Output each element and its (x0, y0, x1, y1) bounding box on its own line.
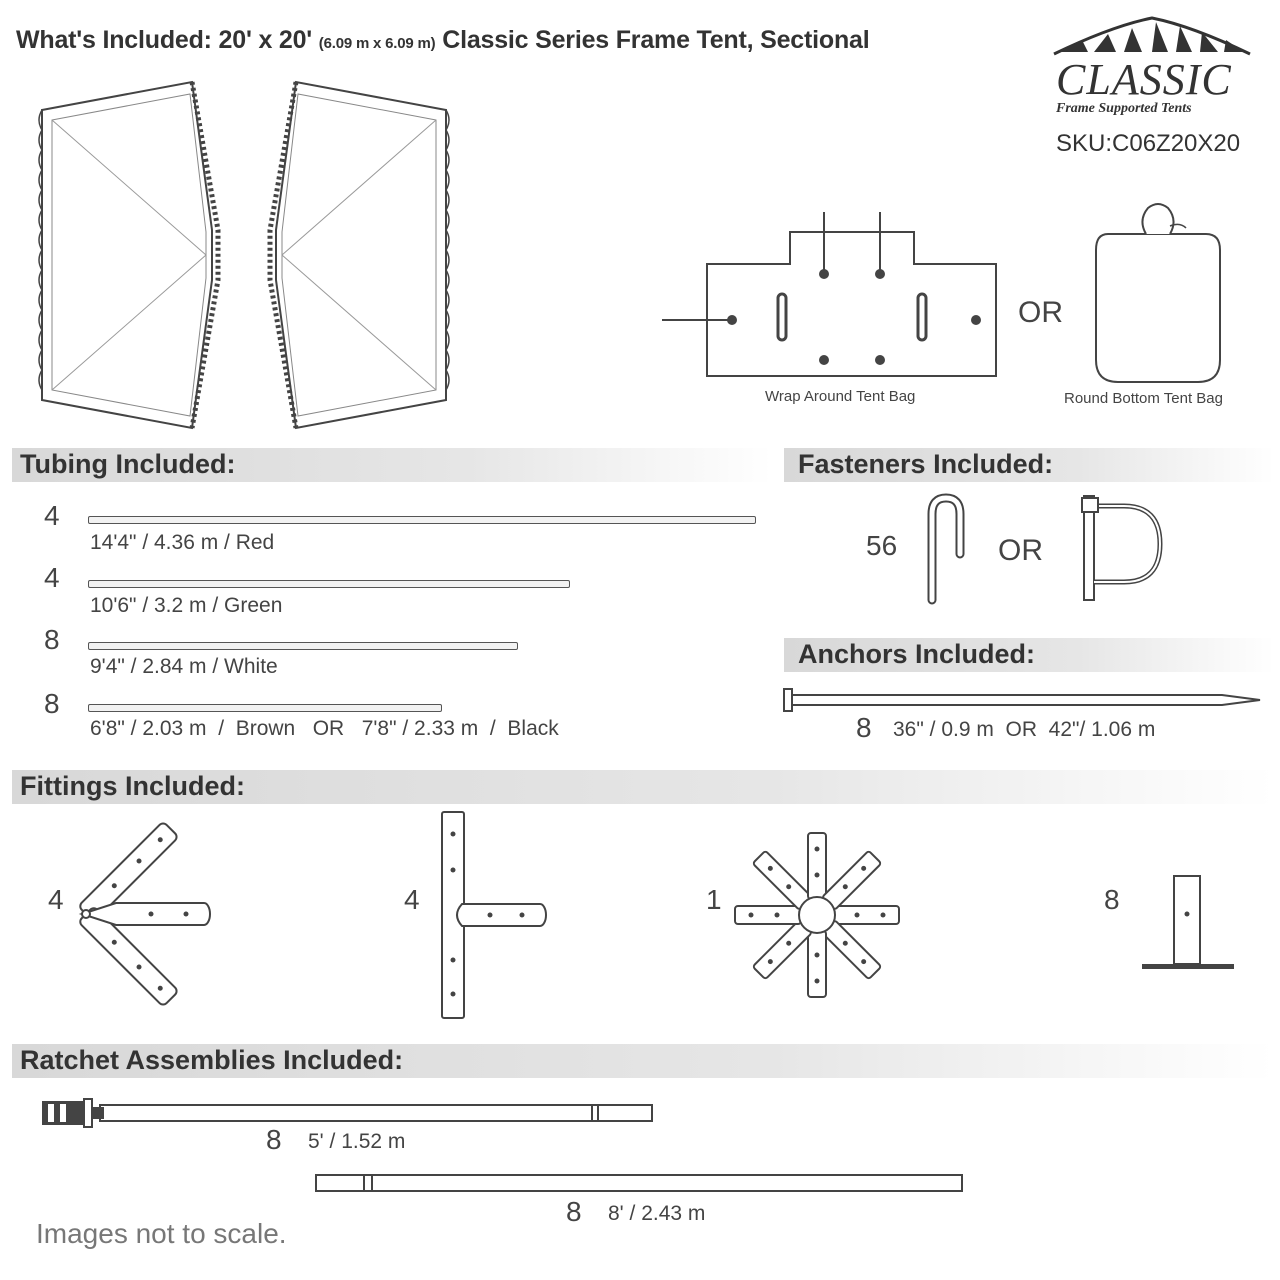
sku-label: SKU:C06Z20X20 (1056, 130, 1241, 157)
star-arm (822, 851, 881, 910)
j-pin-icon (922, 494, 972, 604)
ratchet-label-2: 8' / 2.43 m (608, 1202, 706, 1225)
corner-fitting-icon (76, 834, 216, 994)
page-title (16, 26, 869, 55)
ratchet-qty-1: 8 (266, 1124, 282, 1155)
classic-logo-tent-icon (1052, 16, 1252, 56)
star-arm (753, 851, 812, 910)
tube-brown-black (88, 704, 442, 712)
anchors-qty: 8 (856, 712, 872, 743)
anchors-label: 36" / 0.9 m OR 42"/ 1.06 m (893, 718, 1156, 741)
tubing-label-3: 9'4" / 2.84 m / White (90, 655, 278, 678)
tee-fitting-icon (440, 810, 550, 1022)
logo-wordmark: CLASSIC (1056, 55, 1232, 104)
star-arm (753, 920, 812, 979)
star-hub (799, 897, 835, 933)
ratchet-label-1: 5' / 1.52 m (308, 1130, 406, 1153)
star-arm (833, 906, 899, 924)
title-main: What's Included: 20' x 20' (16, 26, 313, 54)
ratchet-qty-2: 8 (566, 1196, 582, 1227)
star-arm (808, 833, 826, 899)
fittings-heading: Fittings Included: (20, 771, 245, 801)
fastener-or-label: OR (998, 534, 1043, 567)
tube-green (88, 580, 570, 588)
title-metric: (6.09 m x 6.09 m) (318, 35, 436, 52)
logo-tagline: Frame Supported Tents (1056, 101, 1192, 116)
tubing-qty-2: 4 (44, 562, 60, 593)
not-to-scale-note: Images not to scale. (36, 1218, 287, 1249)
ratchets-heading: Ratchet Assemblies Included: (20, 1045, 404, 1075)
tube-white (88, 642, 518, 650)
star-arm (735, 906, 801, 924)
star-arm (808, 931, 826, 997)
fasteners-qty: 56 (866, 530, 898, 561)
tubing-heading: Tubing Included: (20, 449, 236, 479)
round-bag-label: Round Bottom Tent Bag (1064, 390, 1223, 407)
ratchet-8ft-icon (314, 1172, 966, 1194)
tubing-label-2: 10'6" / 3.2 m / Green (90, 594, 283, 617)
wrap-around-bag-icon (662, 210, 1002, 380)
star-fitting-icon (732, 830, 902, 1000)
tube-red (88, 516, 756, 524)
title-rest: Classic Series Frame Tent, Sectional (442, 26, 870, 54)
tubing-qty-3: 8 (44, 624, 60, 655)
tent-top-right-panel-icon (258, 80, 458, 430)
bag-or-label: OR (1018, 296, 1063, 329)
fitting-qty-base: 8 (1104, 884, 1120, 915)
tubing-label-1: 14'4" / 4.36 m / Red (90, 531, 275, 554)
lynch-pin-icon (1080, 494, 1170, 604)
tubing-qty-1: 4 (44, 500, 60, 531)
anchors-heading: Anchors Included: (798, 639, 1036, 669)
fasteners-heading: Fasteners Included: (798, 449, 1054, 479)
tent-top-left-panel-icon (30, 80, 230, 430)
tubing-qty-4: 8 (44, 688, 60, 719)
fitting-qty-tee: 4 (404, 884, 420, 915)
fitting-qty-corner: 4 (48, 884, 64, 915)
round-bottom-bag-icon (1088, 200, 1228, 390)
star-arm (822, 920, 881, 979)
ratchet-5ft-icon (40, 1098, 656, 1128)
wrap-bag-label: Wrap Around Tent Bag (765, 388, 916, 405)
tubing-label-4: 6'8" / 2.03 m / Brown OR 7'8" / 2.33 m / Black (90, 717, 559, 740)
fitting-qty-star: 1 (706, 884, 722, 915)
base-plate-icon (1140, 874, 1240, 974)
stake-anchor-icon (782, 688, 1264, 712)
